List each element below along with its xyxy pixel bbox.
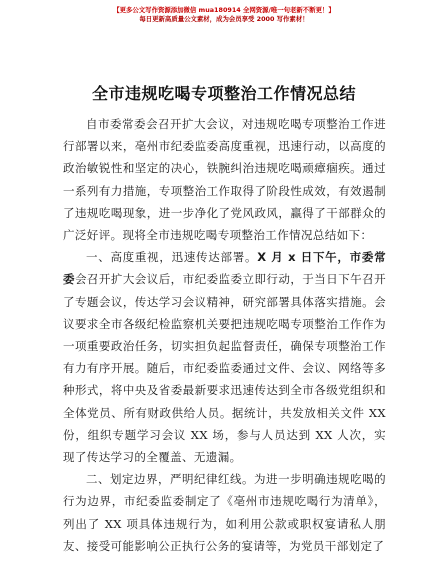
- section-1-date-emphasis: X 月 x 日下午，市委常委: [63, 250, 386, 287]
- promo-banner: [40, 6, 408, 24]
- promo-banner-line-2: 每日更新高质量公文素材，成为会员享受 2000 写作素材！: [139, 15, 309, 23]
- section-1-body-text: 会召开扩大会议后，市纪委监委立即行动，于当日下午召开了专题会议，传达学习会议精神，研究部署具体落实措施。会议要求全市各级纪检监察机关要把违规吃喝专项整治工作作为一项重要政治任务，切实担负起监督责任，确保专项整治工作有力有序开展。随后，市纪委监委通过文件、会议、网络等多种形式，将中央及省委最新要求迅速传达到全市各级党组织和全体党员、所有财政供给人员。据统计，共发放相关文件 XX 份，组织专题学习会议 XX 场，参与人员达到 XX 人次，实现了传达学习的全覆盖、无遗漏。: [63, 272, 386, 465]
- section-1-heading-text: 一、高度重视，迅速传达部署。: [86, 250, 258, 265]
- paragraph-section-1: [63, 246, 386, 468]
- document-body: [63, 113, 386, 557]
- promo-banner-line-1: 【更多公文写作资源添加微信 mua180914 全网资源/唯一句老新不断更！】: [113, 6, 335, 14]
- document-title: 全市违规吃喝专项整治工作情况总结: [91, 84, 356, 103]
- paragraph-section-2: 二、划定边界，严明纪律红线。为进一步明确违规吃喝的行为边界，市纪委监委制定了《亳州市违规吃喝行为清单》，列出了 XX 项具体违规行为，如利用公款或职权宴请私人朋友、接受可能影响公正执行公务的宴请等，为党员干部划定了: [63, 472, 386, 553]
- paragraph-intro: 自市委常委会召开扩大会议，对违规吃喝专项整治工作进行部署以来，亳州市纪委监委高度重视，迅速行动，以高度的政治敏锐性和坚定的决心，铁腕纠治违规吃喝顽瘴痼疾。通过一系列有力措施，专项整治工作取得了阶段性成效，有效遏制了违规吃喝现象，进一步净化了党风政风，赢得了干部群众的广泛好评。现将全市违规吃喝专项整治工作情况总结如下：: [63, 117, 386, 243]
